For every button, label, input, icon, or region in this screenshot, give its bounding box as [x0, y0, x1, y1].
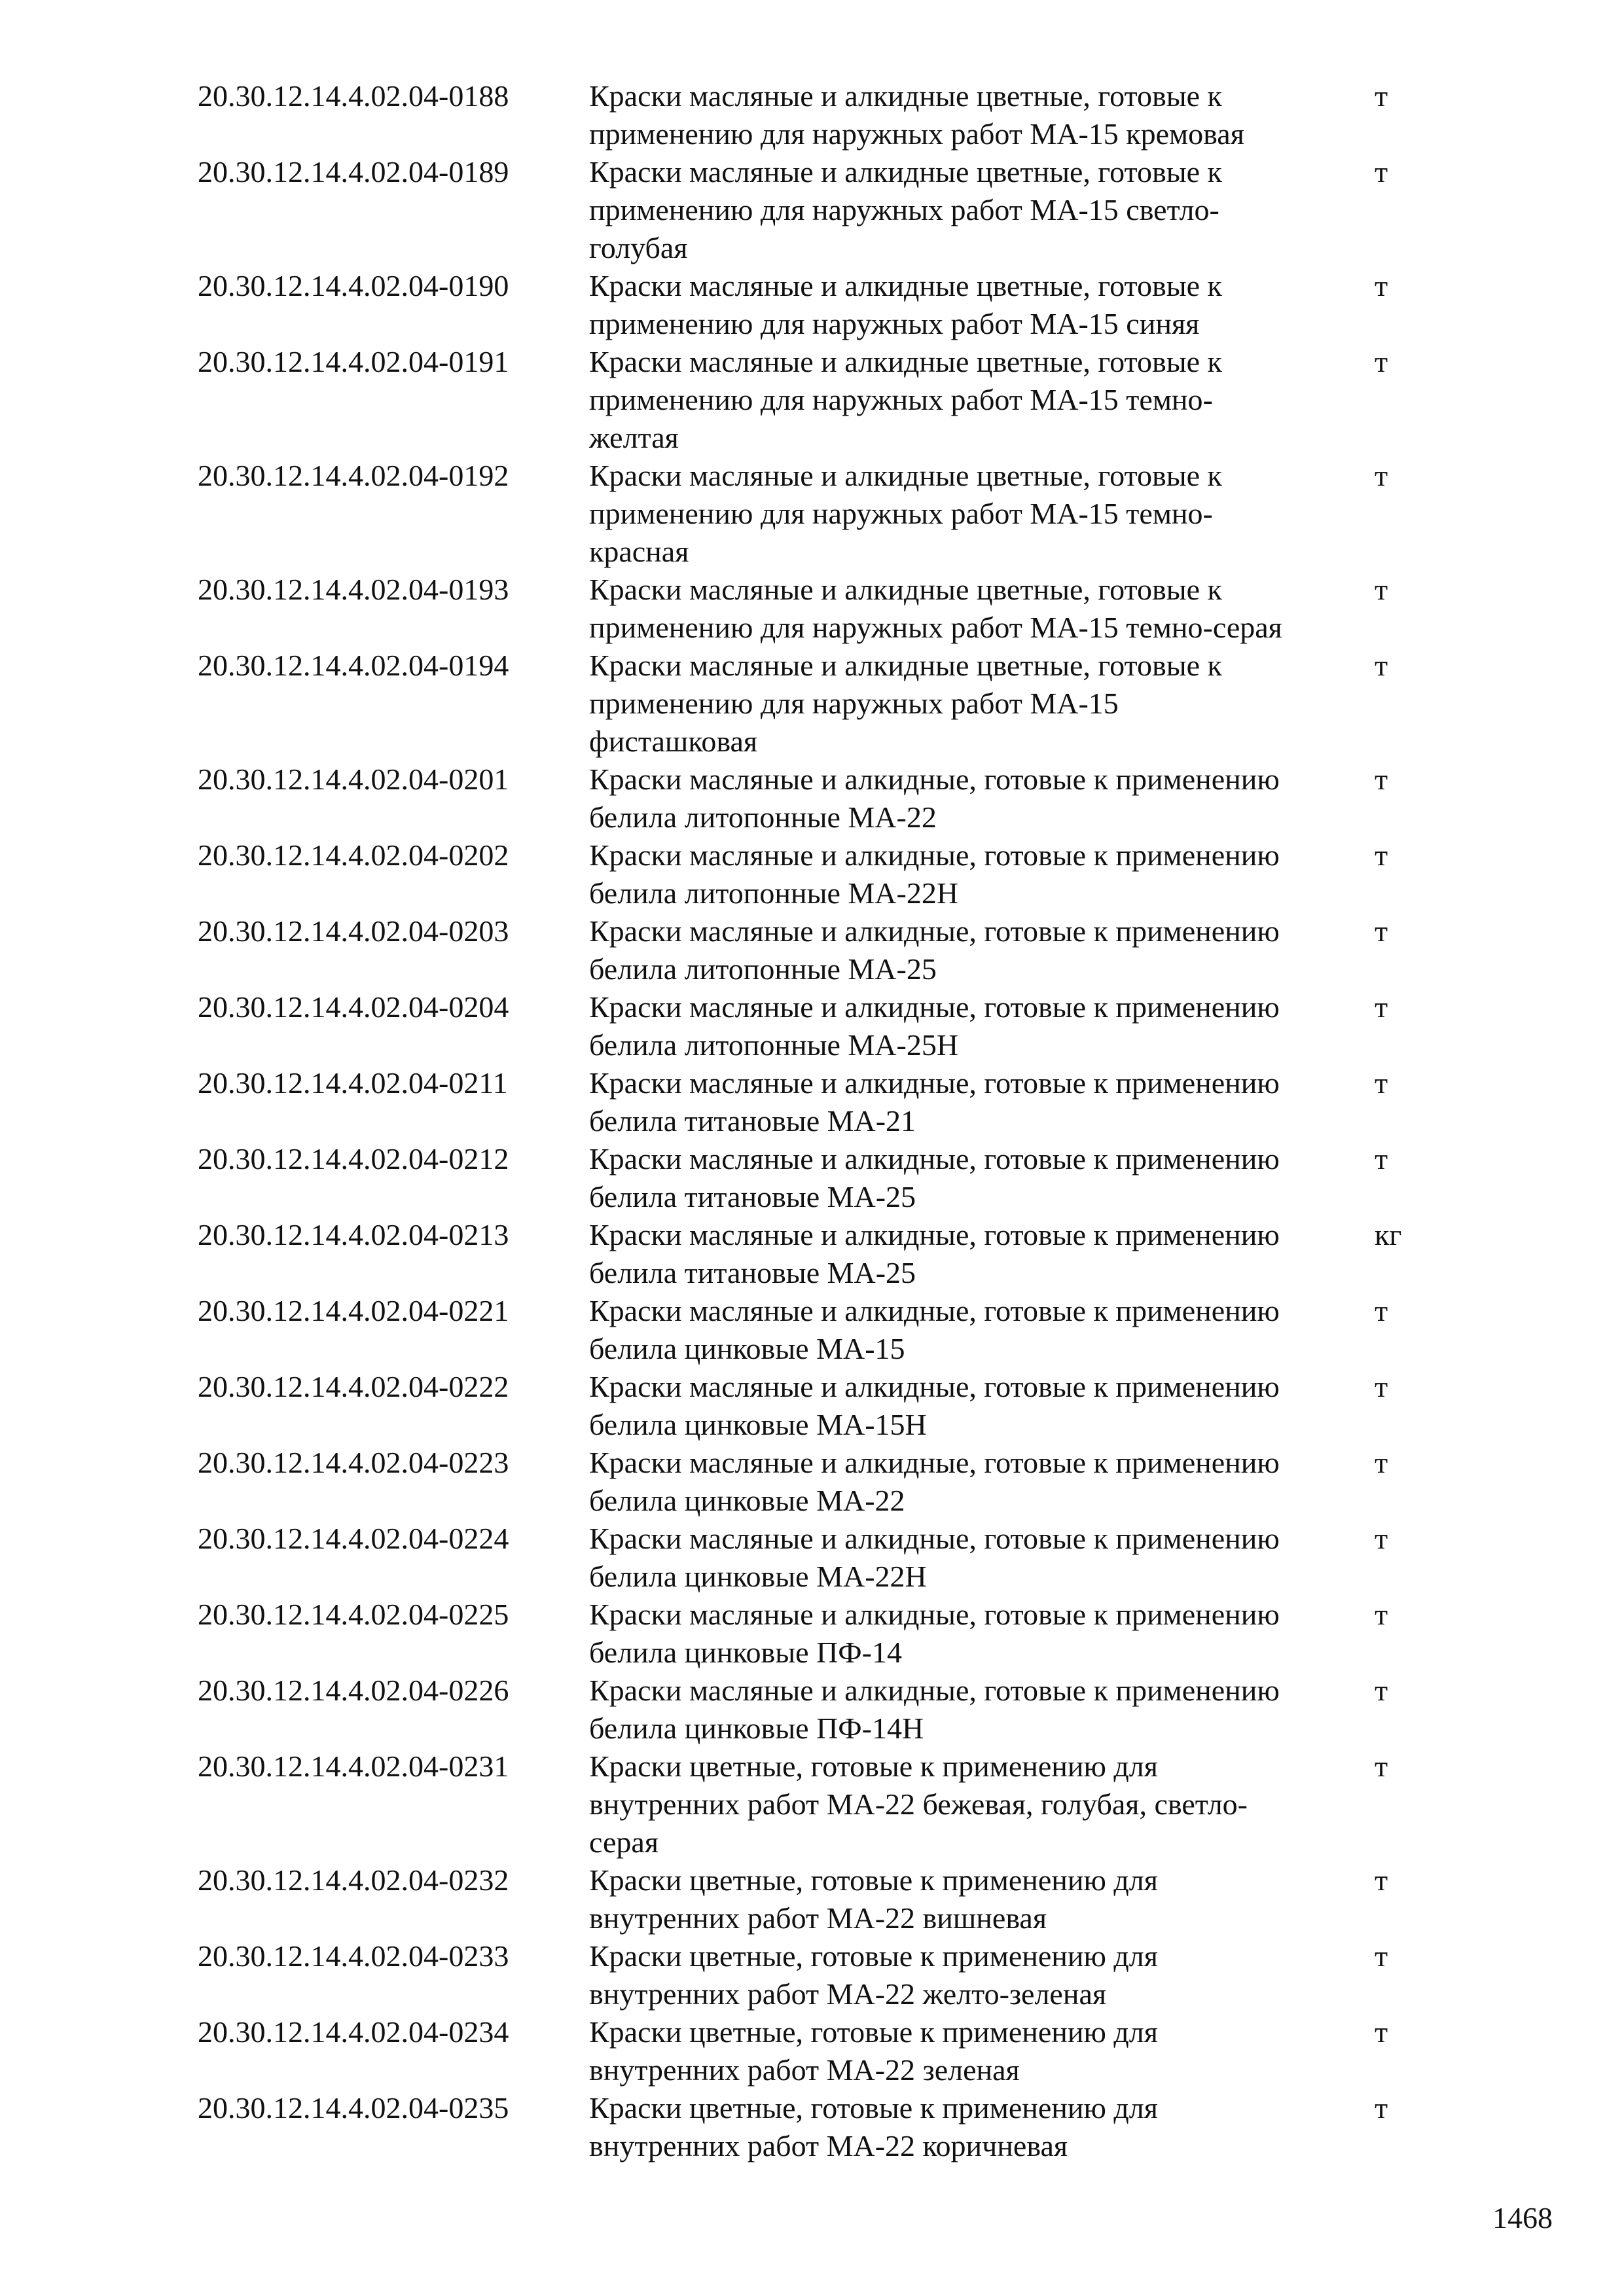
item-unit: т: [1375, 762, 1388, 796]
item-description: Краски масляные и алкидные, готовые к применению белила титановые МА-25: [589, 1142, 1280, 1213]
item-unit: т: [1375, 1598, 1388, 1631]
item-description: Краски цветные, готовые к применению для внутренних работ МА-22 бежевая, голубая, светло- серая: [589, 1749, 1248, 1859]
table-row: [198, 836, 1441, 912]
item-description: Краски масляные и алкидные, готовые к применению белила литопонные МА-25Н: [589, 990, 1280, 1062]
item-description: Краски масляные и алкидные цветные, готовые к применению для наружных работ МА-15 кремовая: [589, 79, 1244, 151]
item-code: 20.30.12.14.4.02.04-0190: [198, 269, 509, 302]
table-row: [198, 1064, 1441, 1140]
item-description: Краски масляные и алкидные, готовые к применению белила цинковые ПФ-14Н: [589, 1674, 1280, 1745]
item-unit: т: [1375, 1674, 1388, 1707]
item-code: 20.30.12.14.4.02.04-0233: [198, 1939, 509, 1973]
item-unit: т: [1375, 990, 1388, 1024]
item-code: 20.30.12.14.4.02.04-0232: [198, 1863, 509, 1897]
table-row: [198, 647, 1441, 761]
price-list-table: [198, 77, 1441, 2165]
item-unit: кг: [1375, 1218, 1402, 1251]
item-unit: т: [1375, 1370, 1388, 1403]
item-description: Краски масляные и алкидные, готовые к применению белила литопонные МА-22: [589, 762, 1280, 834]
item-code: 20.30.12.14.4.02.04-0213: [198, 1218, 509, 1251]
table-row: [198, 912, 1441, 988]
table-row: [198, 1444, 1441, 1520]
item-code: 20.30.12.14.4.02.04-0191: [198, 345, 509, 378]
table-row: [198, 1520, 1441, 1596]
item-unit: т: [1375, 573, 1388, 606]
item-description: Краски масляные и алкидные, готовые к применению белила титановые МА-25: [589, 1218, 1280, 1289]
item-code: 20.30.12.14.4.02.04-0201: [198, 762, 509, 796]
item-description: Краски масляные и алкидные, готовые к применению белила литопонные МА-25: [589, 914, 1280, 986]
item-code: 20.30.12.14.4.02.04-0188: [198, 79, 509, 113]
table-row: [198, 2013, 1441, 2089]
item-unit: т: [1375, 1939, 1388, 1973]
item-unit: т: [1375, 155, 1388, 188]
item-description: Краски цветные, готовые к применению для внутренних работ МА-22 зеленая: [589, 2015, 1158, 2087]
item-description: Краски цветные, готовые к применению для внутренних работ МА-22 коричневая: [589, 2091, 1158, 2162]
table-row: [198, 2089, 1441, 2165]
item-code: 20.30.12.14.4.02.04-0203: [198, 914, 509, 948]
table-row: [198, 1368, 1441, 1444]
item-code: 20.30.12.14.4.02.04-0235: [198, 2091, 509, 2125]
item-description: Краски масляные и алкидные, готовые к применению белила литопонные МА-22Н: [589, 838, 1280, 910]
item-unit: т: [1375, 2091, 1388, 2125]
item-description: Краски масляные и алкидные, готовые к применению белила цинковые ПФ-14: [589, 1598, 1280, 1669]
table-row: [198, 1216, 1441, 1292]
item-code: 20.30.12.14.4.02.04-0193: [198, 573, 509, 606]
table-row: [198, 457, 1441, 571]
item-unit: т: [1375, 79, 1388, 113]
item-description: Краски масляные и алкидные цветные, готовые к применению для наружных работ МА-15 светло- голубая: [589, 155, 1222, 264]
item-unit: т: [1375, 1863, 1388, 1897]
item-code: 20.30.12.14.4.02.04-0204: [198, 990, 509, 1024]
item-description: Краски цветные, готовые к применению для внутренних работ МА-22 вишневая: [589, 1863, 1158, 1935]
item-description: Краски масляные и алкидные, готовые к применению белила цинковые МА-22Н: [589, 1522, 1280, 1593]
item-code: 20.30.12.14.4.02.04-0221: [198, 1294, 509, 1327]
table-row: [198, 1861, 1441, 1937]
item-unit: т: [1375, 2015, 1388, 2049]
item-unit: т: [1375, 838, 1388, 872]
table-row: [198, 1672, 1441, 1748]
table-row: [198, 761, 1441, 836]
item-code: 20.30.12.14.4.02.04-0192: [198, 459, 509, 492]
item-unit: т: [1375, 1749, 1388, 1783]
item-unit: т: [1375, 1066, 1388, 1100]
table-row: [198, 267, 1441, 343]
table-row: [198, 1292, 1441, 1368]
item-unit: т: [1375, 269, 1388, 302]
item-unit: т: [1375, 649, 1388, 682]
item-code: 20.30.12.14.4.02.04-0211: [198, 1066, 508, 1100]
item-code: 20.30.12.14.4.02.04-0231: [198, 1749, 509, 1783]
table-row: [198, 1140, 1441, 1216]
item-unit: т: [1375, 1142, 1388, 1175]
item-code: 20.30.12.14.4.02.04-0212: [198, 1142, 509, 1175]
item-unit: т: [1375, 459, 1388, 492]
item-code: 20.30.12.14.4.02.04-0234: [198, 2015, 509, 2049]
table-row: [198, 988, 1441, 1064]
item-description: Краски масляные и алкидные, готовые к применению белила цинковые МА-15: [589, 1294, 1280, 1365]
item-description: Краски масляные и алкидные цветные, готовые к применению для наружных работ МА-15 синяя: [589, 269, 1222, 340]
page-number: 1468: [1492, 2201, 1553, 2234]
item-unit: т: [1375, 1446, 1388, 1479]
table-row: [198, 153, 1441, 267]
item-code: 20.30.12.14.4.02.04-0194: [198, 649, 509, 682]
item-code: 20.30.12.14.4.02.04-0225: [198, 1598, 509, 1631]
item-code: 20.30.12.14.4.02.04-0222: [198, 1370, 509, 1403]
item-code: 20.30.12.14.4.02.04-0223: [198, 1446, 509, 1479]
item-description: Краски масляные и алкидные, готовые к применению белила цинковые МА-15Н: [589, 1370, 1280, 1441]
item-description: Краски масляные и алкидные цветные, готовые к применению для наружных работ МА-15 темно- желтая: [589, 345, 1222, 454]
item-description: Краски масляные и алкидные цветные, готовые к применению для наружных работ МА-15 темно- красная: [589, 459, 1222, 568]
item-code: 20.30.12.14.4.02.04-0226: [198, 1674, 509, 1707]
item-description: Краски масляные и алкидные, готовые к применению белила цинковые МА-22: [589, 1446, 1280, 1517]
item-code: 20.30.12.14.4.02.04-0189: [198, 155, 509, 188]
table-row: [198, 1748, 1441, 1861]
item-unit: т: [1375, 345, 1388, 378]
table-row: [198, 1596, 1441, 1672]
item-description: Краски цветные, готовые к применению для внутренних работ МА-22 желто-зеленая: [589, 1939, 1158, 2011]
item-description: Краски масляные и алкидные цветные, готовые к применению для наружных работ МА-15 фисташковая: [589, 649, 1222, 758]
item-code: 20.30.12.14.4.02.04-0224: [198, 1522, 509, 1555]
item-unit: т: [1375, 914, 1388, 948]
item-unit: т: [1375, 1294, 1388, 1327]
table-row: [198, 571, 1441, 647]
table-row: [198, 77, 1441, 153]
item-description: Краски масляные и алкидные, готовые к применению белила титановые МА-21: [589, 1066, 1280, 1138]
table-row: [198, 343, 1441, 457]
item-code: 20.30.12.14.4.02.04-0202: [198, 838, 509, 872]
table-row: [198, 1937, 1441, 2013]
item-unit: т: [1375, 1522, 1388, 1555]
item-description: Краски масляные и алкидные цветные, готовые к применению для наружных работ МА-15 темно-серая: [589, 573, 1282, 644]
